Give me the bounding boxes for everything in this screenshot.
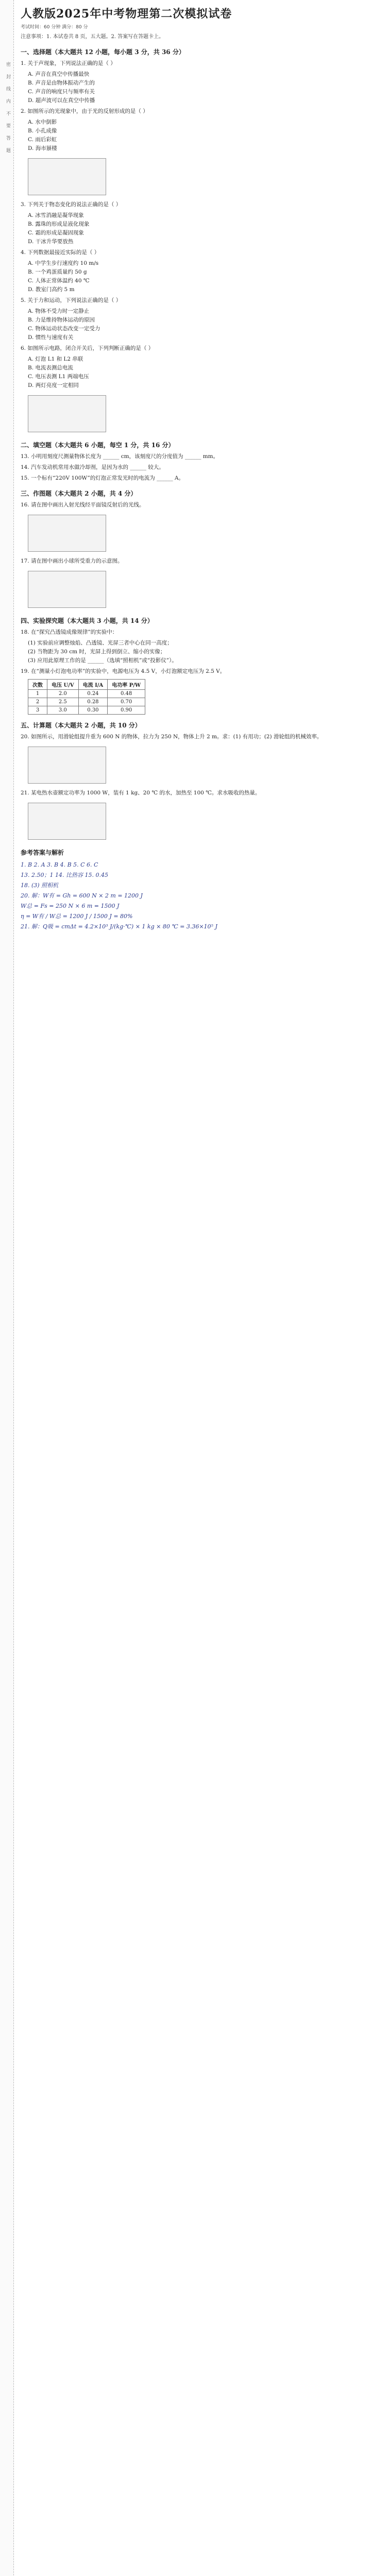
section-head: 四、实验探究题（本大题共 3 小题，共 14 分） xyxy=(21,617,154,624)
answer-line: 20. 解：W有 = Gh = 600 N × 2 m = 1200 J xyxy=(21,892,143,899)
answer-line: η = W有 / W总 = 1200 J / 1500 J = 80% xyxy=(21,913,133,920)
question-option: A. 声音在真空中传播最快 xyxy=(28,71,90,77)
question-item: 1. 关于声现象，下列说法正确的是（ ） xyxy=(21,60,116,66)
question-item: 5. 关于力和运动，下列说法正确的是（ ） xyxy=(21,297,122,303)
table-header: 次数 xyxy=(28,680,47,690)
binding-text: 密 封 线 内 不 要 答 题 xyxy=(5,62,10,156)
table-cell: 0.30 xyxy=(78,706,108,715)
question-option: (1) 实验前应调整烛焰、凸透镜、光屏三者中心在同一高度； xyxy=(28,640,173,646)
page-title: 人教版2025年中考物理第二次模拟试卷 xyxy=(21,7,232,21)
figure-image xyxy=(28,571,106,608)
question-option: C. 物体运动状态改变一定受力 xyxy=(28,326,100,332)
table-cell: 2 xyxy=(28,698,47,706)
question-item: 21. 某电热水壶额定功率为 1000 W，装有 1 kg、20 ℃ 的水，加热至 100 ℃。求水吸收的热量。 xyxy=(21,790,261,796)
table-header: 电流 I/A xyxy=(78,680,108,690)
figure-image xyxy=(28,803,106,840)
figure-image xyxy=(28,158,106,195)
exam-meta: 考试时间：60 分钟 满分：80 分 xyxy=(21,25,88,30)
question-option: C. 霜的形成是凝固现象 xyxy=(28,230,84,236)
table-row xyxy=(28,698,145,706)
section-head: 三、作图题（本大题共 2 小题，共 4 分） xyxy=(21,490,137,497)
table-cell: 0.28 xyxy=(78,698,108,706)
answer-block xyxy=(21,848,361,932)
table-cell: 2.0 xyxy=(47,690,79,698)
exam-notice: 注意事项：1. 本试卷共 8 页，五大题。2. 答案写在答题卡上。 xyxy=(21,34,164,40)
table-cell: 3 xyxy=(28,706,47,715)
question-item: 19. 在“测量小灯泡电功率”的实验中，电源电压为 4.5 V，小灯泡额定电压为 2.5 V。 xyxy=(21,668,226,674)
figure-image xyxy=(28,515,106,552)
table-header: 电压 U/V xyxy=(47,680,79,690)
figure-image xyxy=(28,747,106,784)
answer-head: 参考答案与解析 xyxy=(21,849,64,856)
question-item: 13. 小明用刻度尺测量物体长度为 ______ cm，该刻度尺的分度值为 ______ mm。 xyxy=(21,453,219,460)
section-head: 一、选择题（本大题共 12 小题，每小题 3 分，共 36 分） xyxy=(21,48,185,56)
question-option: D. 教室门高约 5 m xyxy=(28,286,75,293)
question-option: B. 露珠的形成是液化现象 xyxy=(28,221,90,227)
question-option: C. 声音的响度只与频率有关 xyxy=(28,89,95,95)
table-header: 电功率 P/W xyxy=(108,680,145,690)
question-option: C. 雨后彩虹 xyxy=(28,137,57,143)
question-option: A. 中学生步行速度约 10 m/s xyxy=(28,260,99,266)
table-cell: 0.70 xyxy=(108,698,145,706)
figure-row xyxy=(28,744,361,786)
question-item: 16. 请在图中画出入射光线经平面镜反射后的光线。 xyxy=(21,502,145,508)
question-item: 2. 如图所示的光现象中，由于光的反射形成的是（ ） xyxy=(21,108,148,114)
question-item: 14. 汽车发动机常用水做冷却剂，是因为水的 ______ 较大。 xyxy=(21,464,164,470)
table-cell: 3.0 xyxy=(47,706,79,715)
table-cell: 2.5 xyxy=(47,698,79,706)
question-option: (3) 应用此原理工作的是 ______（选填“照相机”或“投影仪”）。 xyxy=(28,657,177,664)
question-option: D. 干冰升华要放热 xyxy=(28,239,74,245)
table-cell: 0.90 xyxy=(108,706,145,715)
question-option: A. 水中倒影 xyxy=(28,119,57,125)
question-item: 18. 在“探究凸透镜成像规律”的实验中： xyxy=(21,629,118,635)
question-option: B. 一个鸡蛋质量约 50 g xyxy=(28,269,87,275)
table-row xyxy=(28,706,145,715)
exam-sections xyxy=(21,47,361,842)
question-option: D. 超声波可以在真空中传播 xyxy=(28,97,95,104)
question-option: A. 灯泡 L1 和 L2 串联 xyxy=(28,356,83,362)
table-row xyxy=(28,690,145,698)
figure-row xyxy=(28,801,361,842)
question-item: 20. 如图所示，用滑轮组提升重为 600 N 的物体，拉力为 250 N，物体上升 2 m。求：(1) 有用功；(2) 滑轮组的机械效率。 xyxy=(21,734,323,740)
question-option: B. 电流表测总电流 xyxy=(28,365,73,371)
question-item: 4. 下列数据最接近实际的是（ ） xyxy=(21,249,100,256)
binding-strip xyxy=(0,0,14,2576)
question-option: C. 电压表测 L1 两端电压 xyxy=(28,374,89,380)
exam-page xyxy=(21,0,361,932)
figure-image xyxy=(28,395,106,432)
data-table xyxy=(28,679,145,715)
answer-line: 18. (3) 照相机 xyxy=(21,882,59,889)
answer-line: 21. 解：Q吸 = cmΔt = 4.2×10³ J/(kg·℃) × 1 kg × 80 ℃ = 3.36×10⁵ J xyxy=(21,923,217,930)
question-option: B. 声音是由物体振动产生的 xyxy=(28,80,95,86)
section-head: 二、填空题（本大题共 6 小题，每空 1 分，共 16 分） xyxy=(21,442,175,449)
figure-row xyxy=(28,156,361,197)
question-option: B. 小孔成像 xyxy=(28,128,57,134)
answer-line: 1. B 2. A 3. B 4. B 5. C 6. C xyxy=(21,861,98,868)
table-cell: 0.48 xyxy=(108,690,145,698)
question-option: D. 惯性与速度有关 xyxy=(28,334,74,341)
question-option: A. 冰雪消融是凝华现象 xyxy=(28,212,84,218)
question-option: C. 人体正常体温约 40 ℃ xyxy=(28,278,90,284)
figure-row xyxy=(28,569,361,610)
section-head: 五、计算题（本大题共 2 小题，共 10 分） xyxy=(21,722,141,729)
question-option: (2) 当物距为 30 cm 时，光屏上得到倒立、缩小的实像； xyxy=(28,649,166,655)
table-cell: 1 xyxy=(28,690,47,698)
table-cell: 0.24 xyxy=(78,690,108,698)
question-item: 17. 请在图中画出小球所受重力的示意图。 xyxy=(21,558,123,564)
answer-line: 13. 2.50；1 14. 比热容 15. 0.45 xyxy=(21,872,108,878)
question-option: D. 两灯亮度一定相同 xyxy=(28,382,79,388)
question-item: 6. 如图所示电路，闭合开关后，下列判断正确的是（ ） xyxy=(21,345,154,351)
question-item: 3. 下列关于物态变化的说法正确的是（ ） xyxy=(21,201,122,208)
question-item: 15. 一个标有“220V 100W”的灯泡正常发光时的电流为 ______ A。 xyxy=(21,475,184,481)
answer-lines xyxy=(21,860,361,932)
question-option: B. 力是维持物体运动的原因 xyxy=(28,317,95,323)
answer-line: W总 = Fs = 250 N × 6 m = 1500 J xyxy=(21,903,120,909)
question-option: A. 物体不受力时一定静止 xyxy=(28,308,90,314)
figure-row xyxy=(28,393,361,434)
figure-row xyxy=(28,513,361,554)
question-option: D. 海市蜃楼 xyxy=(28,145,57,151)
